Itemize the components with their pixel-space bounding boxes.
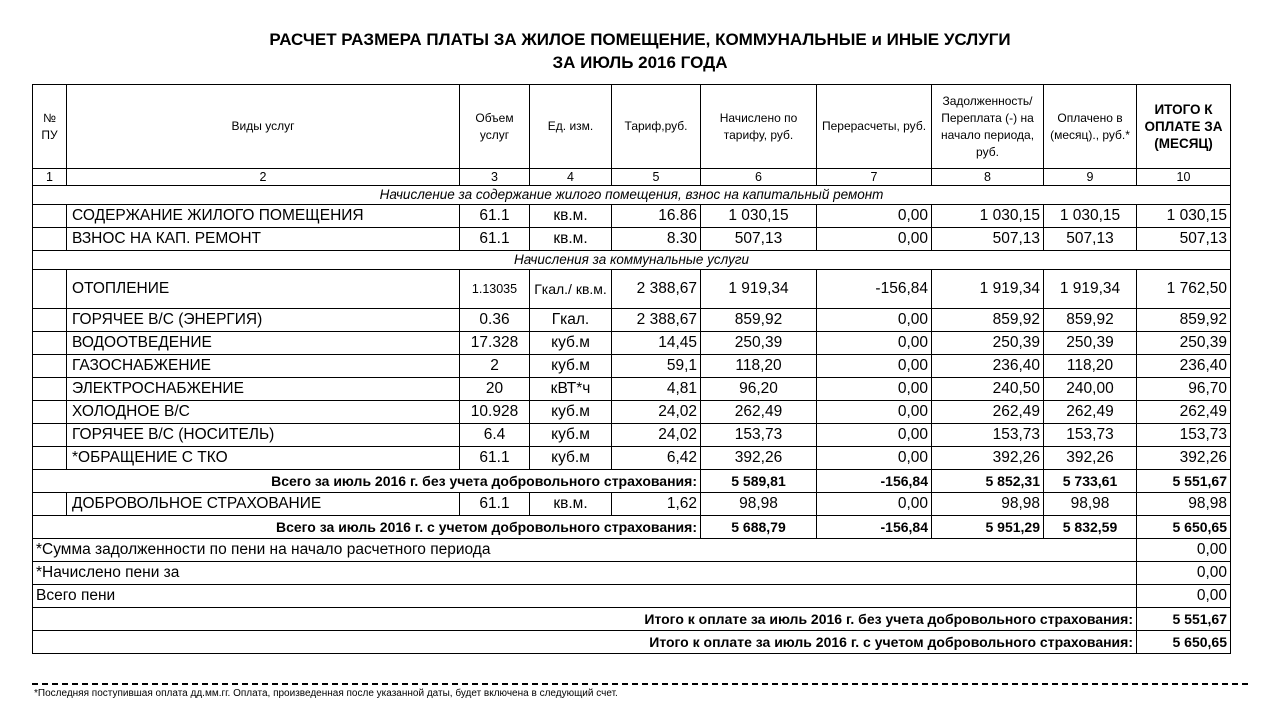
- penalty-label: Всего пени: [33, 585, 1137, 608]
- subtotal-paid: 5 733,61: [1044, 470, 1137, 493]
- service-recalc: 0,00: [817, 378, 932, 401]
- col-number: 6: [701, 169, 817, 186]
- service-volume: 0.36: [460, 309, 530, 332]
- service-charged: 262,49: [701, 401, 817, 424]
- penalty-row: [33, 539, 1231, 562]
- subtotal-without-insurance: [33, 470, 1231, 493]
- service-paid: 240,00: [1044, 378, 1137, 401]
- final-total-value: 5 551,67: [1137, 608, 1231, 631]
- service-paid: 250,39: [1044, 332, 1137, 355]
- header-paid: Оплачено в (месяц)., руб.*: [1044, 85, 1137, 169]
- penalty-row: [33, 562, 1231, 585]
- subtotal-debt: 5 852,31: [932, 470, 1044, 493]
- service-charged: 250,39: [701, 332, 817, 355]
- service-volume: 1.13035: [460, 270, 530, 309]
- billing-table: [32, 84, 1231, 654]
- service-tariff: 24,02: [612, 401, 701, 424]
- service-name: ХОЛОДНОЕ В/С: [67, 401, 460, 424]
- col-number: 8: [932, 169, 1044, 186]
- service-volume: 61.1: [460, 493, 530, 516]
- insurance-row: [33, 493, 1231, 516]
- service-unit: куб.м: [530, 355, 612, 378]
- section-title: Начисление за содержание жилого помещения, взнос на капитальный ремонт: [33, 186, 1231, 205]
- service-total: 153,73: [1137, 424, 1231, 447]
- service-volume: 61.1: [460, 228, 530, 251]
- subtotal-debt: 5 951,29: [932, 516, 1044, 539]
- col-number: 4: [530, 169, 612, 186]
- service-charged: 118,20: [701, 355, 817, 378]
- service-unit: кв.м.: [530, 493, 612, 516]
- row-number: [33, 355, 67, 378]
- service-unit: куб.м: [530, 401, 612, 424]
- subtotal-total: 5 650,65: [1137, 516, 1231, 539]
- service-unit: Гкал./ кв.м.: [530, 270, 612, 309]
- service-row: [33, 378, 1231, 401]
- service-name: ГОРЯЧЕЕ В/С (ЭНЕРГИЯ): [67, 309, 460, 332]
- service-name: ВОДООТВЕДЕНИЕ: [67, 332, 460, 355]
- document-subtitle: ЗА ИЮЛЬ 2016 ГОДА: [552, 53, 728, 72]
- service-unit: куб.м: [530, 447, 612, 470]
- service-volume: 61.1: [460, 205, 530, 228]
- service-charged: 96,20: [701, 378, 817, 401]
- service-row: [33, 424, 1231, 447]
- utility-rows: [33, 270, 1231, 470]
- service-charged: 98,98: [701, 493, 817, 516]
- header-charged: Начислено по тарифу, руб.: [701, 85, 817, 169]
- service-paid: 1 919,34: [1044, 270, 1137, 309]
- row-number: [33, 205, 67, 228]
- service-tariff: 6,42: [612, 447, 701, 470]
- service-tariff: 59,1: [612, 355, 701, 378]
- service-tariff: 4,81: [612, 378, 701, 401]
- section-header-housing: [33, 186, 1231, 205]
- service-total: 507,13: [1137, 228, 1231, 251]
- header-debt: Задолженность/ Переплата (-) на начало периода, руб.: [932, 85, 1044, 169]
- service-unit: куб.м: [530, 424, 612, 447]
- footnote: *Последняя поступившая оплата дд.мм.гг. Оплата, произведенная после указанной даты, будет включена в следующий счет.: [34, 688, 618, 699]
- service-row: [33, 205, 1231, 228]
- row-number: [33, 493, 67, 516]
- header-total: ИТОГО К ОПЛАТЕ ЗА (МЕСЯЦ): [1137, 85, 1231, 169]
- subtotal-charged: 5 589,81: [701, 470, 817, 493]
- service-row: [33, 447, 1231, 470]
- col-number: 3: [460, 169, 530, 186]
- section-title: Начисления за коммунальные услуги: [33, 251, 1231, 270]
- row-number: [33, 332, 67, 355]
- service-recalc: 0,00: [817, 493, 932, 516]
- service-name: СОДЕРЖАНИЕ ЖИЛОГО ПОМЕЩЕНИЯ: [67, 205, 460, 228]
- service-row: [33, 332, 1231, 355]
- penalty-value: 0,00: [1137, 562, 1231, 585]
- service-debt: 262,49: [932, 401, 1044, 424]
- service-name: ГАЗОСНАБЖЕНИЕ: [67, 355, 460, 378]
- service-total: 236,40: [1137, 355, 1231, 378]
- final-total-label: Итого к оплате за июль 2016 г. с учетом добровольного страхования:: [33, 631, 1137, 654]
- footnote-divider: [32, 683, 1248, 685]
- service-recalc: 0,00: [817, 205, 932, 228]
- service-tariff: 2 388,67: [612, 309, 701, 332]
- header-recalc: Перерасчеты, руб.: [817, 85, 932, 169]
- service-unit: Гкал.: [530, 309, 612, 332]
- service-name: ГОРЯЧЕЕ В/С (НОСИТЕЛЬ): [67, 424, 460, 447]
- row-number: [33, 309, 67, 332]
- subtotal-recalc: -156,84: [817, 470, 932, 493]
- penalty-row: [33, 585, 1231, 608]
- service-unit: кВТ*ч: [530, 378, 612, 401]
- service-recalc: 0,00: [817, 424, 932, 447]
- service-charged: 392,26: [701, 447, 817, 470]
- row-number: [33, 378, 67, 401]
- service-volume: 6.4: [460, 424, 530, 447]
- service-recalc: 0,00: [817, 309, 932, 332]
- service-debt: 1 919,34: [932, 270, 1044, 309]
- header-num: № ПУ: [33, 85, 67, 169]
- service-recalc: 0,00: [817, 332, 932, 355]
- service-debt: 1 030,15: [932, 205, 1044, 228]
- service-debt: 236,40: [932, 355, 1044, 378]
- service-recalc: 0,00: [817, 447, 932, 470]
- service-total: 262,49: [1137, 401, 1231, 424]
- service-recalc: 0,00: [817, 355, 932, 378]
- service-name: ОТОПЛЕНИЕ: [67, 270, 460, 309]
- service-charged: 1 030,15: [701, 205, 817, 228]
- service-debt: 98,98: [932, 493, 1044, 516]
- service-paid: 153,73: [1044, 424, 1137, 447]
- final-total-with-insurance: [33, 631, 1231, 654]
- final-total-label: Итого к оплате за июль 2016 г. без учета добровольного страхования:: [33, 608, 1137, 631]
- service-recalc: 0,00: [817, 228, 932, 251]
- service-unit: кв.м.: [530, 205, 612, 228]
- service-name: ЭЛЕКТРОСНАБЖЕНИЕ: [67, 378, 460, 401]
- header-row: [33, 85, 1231, 169]
- service-charged: 507,13: [701, 228, 817, 251]
- service-tariff: 16.86: [612, 205, 701, 228]
- service-row: [33, 309, 1231, 332]
- service-volume: 61.1: [460, 447, 530, 470]
- header-tariff: Тариф,руб.: [612, 85, 701, 169]
- service-debt: 240,50: [932, 378, 1044, 401]
- row-number: [33, 401, 67, 424]
- subtotal-label: Всего за июль 2016 г. с учетом добровольного страхования:: [33, 516, 701, 539]
- service-debt: 250,39: [932, 332, 1044, 355]
- col-number: 9: [1044, 169, 1137, 186]
- col-number: 2: [67, 169, 460, 186]
- service-paid: 507,13: [1044, 228, 1137, 251]
- service-charged: 859,92: [701, 309, 817, 332]
- service-row: [33, 270, 1231, 309]
- service-total: 859,92: [1137, 309, 1231, 332]
- service-row: [33, 228, 1231, 251]
- service-paid: 118,20: [1044, 355, 1137, 378]
- col-number: 10: [1137, 169, 1231, 186]
- service-name: ДОБРОВОЛЬНОЕ СТРАХОВАНИЕ: [67, 493, 460, 516]
- service-total: 98,98: [1137, 493, 1231, 516]
- service-debt: 392,26: [932, 447, 1044, 470]
- header-service: Виды услуг: [67, 85, 460, 169]
- service-debt: 507,13: [932, 228, 1044, 251]
- row-number: [33, 228, 67, 251]
- subtotal-recalc: -156,84: [817, 516, 932, 539]
- col-number: 5: [612, 169, 701, 186]
- service-tariff: 24,02: [612, 424, 701, 447]
- header-volume: Объем услуг: [460, 85, 530, 169]
- subtotal-with-insurance: [33, 516, 1231, 539]
- header-unit: Ед. изм.: [530, 85, 612, 169]
- service-row: [33, 401, 1231, 424]
- col-number: 7: [817, 169, 932, 186]
- service-total: 392,26: [1137, 447, 1231, 470]
- service-volume: 20: [460, 378, 530, 401]
- subtotal-total: 5 551,67: [1137, 470, 1231, 493]
- row-number: [33, 424, 67, 447]
- service-paid: 98,98: [1044, 493, 1137, 516]
- service-unit: куб.м: [530, 332, 612, 355]
- service-debt: 153,73: [932, 424, 1044, 447]
- service-name: *ОБРАЩЕНИЕ С ТКО: [67, 447, 460, 470]
- service-total: 96,70: [1137, 378, 1231, 401]
- service-volume: 2: [460, 355, 530, 378]
- service-recalc: 0,00: [817, 401, 932, 424]
- service-charged: 153,73: [701, 424, 817, 447]
- service-total: 250,39: [1137, 332, 1231, 355]
- section-header-utilities: [33, 251, 1231, 270]
- penalty-value: 0,00: [1137, 539, 1231, 562]
- service-name: ВЗНОС НА КАП. РЕМОНТ: [67, 228, 460, 251]
- service-paid: 262,49: [1044, 401, 1137, 424]
- service-volume: 17.328: [460, 332, 530, 355]
- service-tariff: 1,62: [612, 493, 701, 516]
- penalty-label: *Сумма задолженности по пени на начало расчетного периода: [33, 539, 1137, 562]
- subtotal-charged: 5 688,79: [701, 516, 817, 539]
- final-total-without-insurance: [33, 608, 1231, 631]
- service-unit: кв.м.: [530, 228, 612, 251]
- row-number: [33, 270, 67, 309]
- penalty-label: *Начислено пени за: [33, 562, 1137, 585]
- column-numbers-row: [33, 169, 1231, 186]
- service-row: [33, 355, 1231, 378]
- penalty-value: 0,00: [1137, 585, 1231, 608]
- service-volume: 10.928: [460, 401, 530, 424]
- service-paid: 1 030,15: [1044, 205, 1137, 228]
- service-total: 1 762,50: [1137, 270, 1231, 309]
- housing-rows: [33, 205, 1231, 251]
- service-debt: 859,92: [932, 309, 1044, 332]
- col-number: 1: [33, 169, 67, 186]
- service-total: 1 030,15: [1137, 205, 1231, 228]
- service-tariff: 2 388,67: [612, 270, 701, 309]
- subtotal-paid: 5 832,59: [1044, 516, 1137, 539]
- final-total-value: 5 650,65: [1137, 631, 1231, 654]
- service-paid: 859,92: [1044, 309, 1137, 332]
- service-charged: 1 919,34: [701, 270, 817, 309]
- subtotal-label: Всего за июль 2016 г. без учета добровольного страхования:: [33, 470, 701, 493]
- service-recalc: -156,84: [817, 270, 932, 309]
- service-paid: 392,26: [1044, 447, 1137, 470]
- row-number: [33, 447, 67, 470]
- document-title: РАСЧЕТ РАЗМЕРА ПЛАТЫ ЗА ЖИЛОЕ ПОМЕЩЕНИЕ, КОММУНАЛЬНЫЕ и ИНЫЕ УСЛУГИ: [269, 30, 1011, 49]
- service-tariff: 14,45: [612, 332, 701, 355]
- service-tariff: 8.30: [612, 228, 701, 251]
